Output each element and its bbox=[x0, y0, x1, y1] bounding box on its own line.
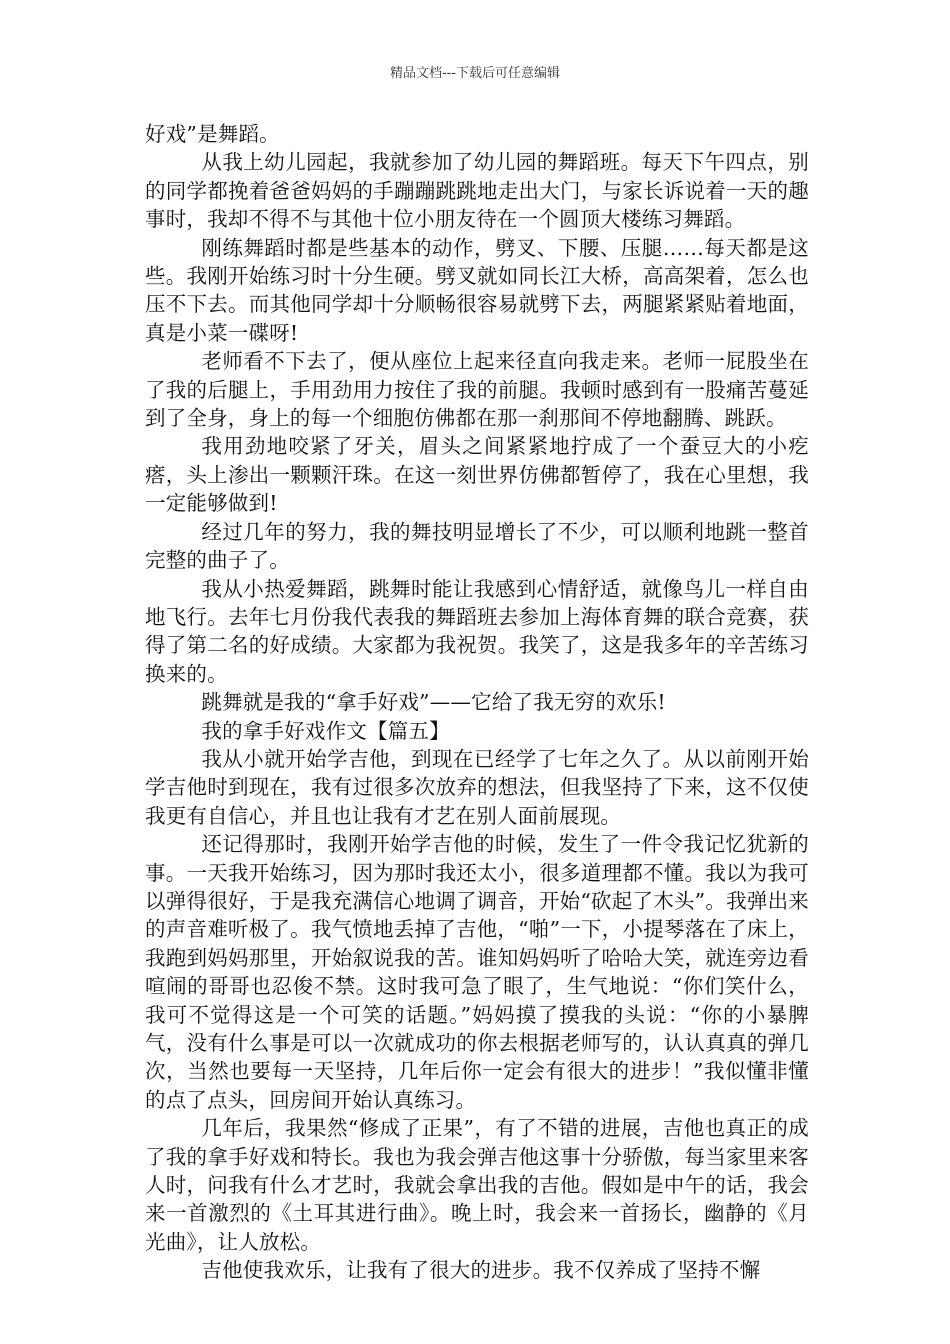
paragraph: 几年后，我果然“修成了正果”，有了不错的进展，吉他也真正的成了我的拿手好戏和特长。我也为我会弹吉他这事十分骄傲，每当家里来客人时，问我有什么才艺时，我就会拿出我的吉他。假如是中午的话，我会来一首激烈的《土耳其进行曲》。晚上时，我会来一首扬长，幽静的《月光曲》，让人放松。 bbox=[145, 1116, 809, 1254]
paragraph: 从我上幼儿园起，我就参加了幼儿园的舞蹈班。每天下午四点，别的同学都挽着爸爸妈妈的手蹦蹦跳跳地走出大门，与家长诉说着一天的趣事时，我却不得不与其他十位小朋友待在一个圆顶大楼练习舞蹈。 bbox=[145, 150, 809, 232]
paragraph: 吉他使我欢乐，让我有了很大的进步。我不仅养成了坚持不懈 bbox=[201, 1258, 761, 1283]
paragraph: 好戏”是舞蹈。 bbox=[145, 122, 280, 146]
paragraph: 我用劲地咬紧了牙关，眉头之间紧紧地拧成了一个蚕豆大的小疙瘩，头上渗出一颗颗汗珠。在这一刻世界仿佛都暂停了，我在心里想，我一定能够做到! bbox=[145, 434, 809, 516]
paragraph: 还记得那时，我刚开始学吉他的时候，发生了一件令我记忆犹新的事。一天我开始练习，因为那时我还太小，很多道理都不懂。我以为我可以弹得很好，于是我充满信心地调了调音，开始“砍起了木头”。我弹出来的声音难听极了。我气愤地丢掉了吉他，“啪”一下，小提琴落在了床上，我跑到妈妈那里，开始叙说我的苦。谁知妈妈听了哈哈大笑，就连旁边看喧闹的哥哥也忍俊不禁。这时我可急了眼了，生气地说：“你们笑什么，我可不觉得这是一个可笑的话题。”妈妈摸了摸我的头说：“你的小暴脾气，没有什么事是可以一次就成功的你去根据老师写的，认认真真的弹几次，当然也要每一天坚持，几年后你一定会有很大的进步！”我似懂非懂的点了点头，回房间开始认真练习。 bbox=[145, 832, 809, 1112]
paragraph: 经过几年的努力，我的舞技明显增长了不少，可以顺利地跳一整首完整的曲子了。 bbox=[145, 519, 809, 573]
paragraph: 我从小热爱舞蹈，跳舞时能让我感到心情舒适，就像鸟儿一样自由地飞行。去年七月份我代表我的舞蹈班去参加上海体育舞的联合竞赛，获得了第二名的好成绩。大家都为我祝贺。我笑了，这是我多年的辛苦练习换来的。 bbox=[145, 576, 809, 686]
paragraph: 老师看不下去了，便从座位上起来径直向我走来。老师一屁股坐在了我的后腿上，手用劲用力按住了我的前腿。我顿时感到有一股痛苦蔓延到了全身，身上的每一个细胞仿佛都在那一刹那间不停地翻腾、跳跃。 bbox=[145, 349, 809, 431]
page-header: 精品文档---下载后可任意编辑 bbox=[389, 66, 561, 81]
paragraph: 我从小就开始学吉他，到现在已经学了七年之久了。从以前刚开始学吉他时到现在，我有过很多次放弃的想法，但我坚持了下来，这不仅使我更有自信心，并且也让我有才艺在别人面前展现。 bbox=[145, 746, 809, 828]
paragraph: 刚练舞蹈时都是些基本的动作，劈叉、下腰、压腿……每天都是这些。我刚开始练习时十分生硬。劈叉就如同长江大桥，高高架着，怎么也压不下去。而其他同学却十分顺畅很容易就劈下去，两腿紧紧贴着地面，真是小菜一碟呀! bbox=[145, 235, 809, 345]
section-title: 我的拿手好戏作文【篇五】 bbox=[201, 718, 450, 743]
paragraph: 跳舞就是我的“拿手好戏”——它给了我无穷的欢乐! bbox=[201, 690, 666, 715]
document-body bbox=[145, 120, 809, 1285]
